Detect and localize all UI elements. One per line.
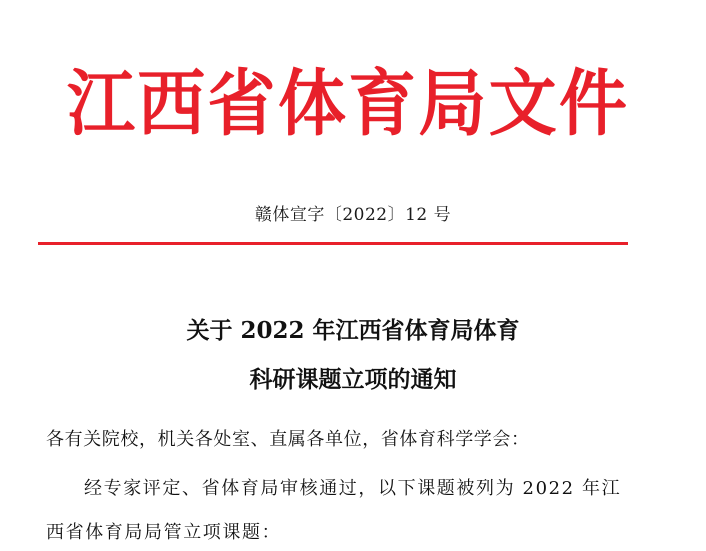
salutation: 各有关院校，机关各处室、直属各单位，省体育科学学会：: [46, 429, 530, 450]
document-title-line-1: 关于 2022 年江西省体育局体育: [186, 317, 520, 344]
red-divider-line: [38, 242, 628, 245]
masthead-char: 省: [207, 62, 276, 147]
document-title-line-2: 科研课题立项的通知: [249, 366, 457, 393]
masthead-char: 体: [277, 62, 346, 147]
masthead-char: 文: [488, 62, 557, 147]
masthead-char: 江: [66, 62, 135, 147]
masthead-title: [66, 62, 628, 147]
body-paragraph-line-2: 西省体育局局管立项课题：: [46, 522, 282, 543]
masthead-char: 件: [558, 62, 627, 147]
masthead-char: 西: [137, 62, 206, 147]
masthead-char: 育: [348, 62, 417, 147]
masthead-char: 局: [418, 62, 487, 147]
document-number: 赣体宣字〔2022〕12 号: [254, 205, 452, 225]
body-paragraph-line-1: 经专家评定、省体育局审核通过，以下课题被列为 2022 年江: [84, 478, 622, 499]
